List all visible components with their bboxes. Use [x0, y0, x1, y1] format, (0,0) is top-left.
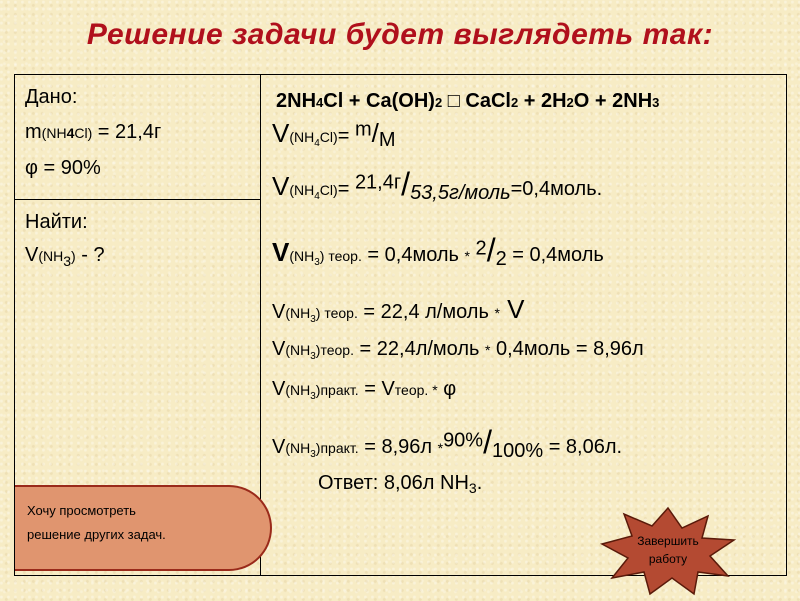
given-mass: m(NH4Cl) = 21,4г — [25, 121, 162, 143]
solution-line-4: $V(NH_3)$ теор. = 22,4 л/моль * V — [272, 294, 525, 326]
solution-line-3: $V(NH_3)$ теор. = 0,4моль * $^2/_2$ = 0,4моль — [272, 232, 604, 271]
finish-button[interactable] — [598, 506, 738, 596]
finish-label: Завершить работу — [637, 534, 699, 566]
other-tasks-button[interactable] — [15, 485, 272, 571]
solution-line-1: $V(NH_4Cl)= ^m/_M$ — [272, 118, 396, 152]
solution-line-5: $V(NH_3)теор$. = 22,4л/моль * 0,4моль = 8,96л — [272, 338, 644, 363]
row-divider — [14, 199, 261, 200]
solution-line-7: $V(NH_3)практ$. = 8,96л $*^{90\%}/_{100\%} = 8,06л$. — [272, 424, 623, 463]
answer-line: Ответ: 8,06л $NH_3$. — [318, 472, 483, 497]
arrow-box-icon: □ — [447, 90, 460, 112]
find-label: Найти: — [25, 211, 88, 233]
find-volume: $V(NH_3)$ - ? — [25, 244, 105, 269]
solution-line-6: $V(NH_3)практ$. = Vтеор. * φ — [272, 378, 457, 403]
page-title: Решение задачи будет выглядеть так: — [86, 18, 714, 51]
solution-line-2: $V(NH_4Cl)=$ $^{21,4г}/_{53,5г/моль}=0,4моль$. — [272, 166, 603, 205]
other-tasks-label: Хочу просмотреть решение других задач. — [27, 503, 166, 542]
given-phi: φ = 90% — [25, 157, 101, 179]
reaction-equation: 2NH4Cl + Ca(OH)2 □ CaCl2 + 2H2O + 2NH3 — [276, 90, 660, 112]
given-label: Дано: — [25, 86, 78, 108]
